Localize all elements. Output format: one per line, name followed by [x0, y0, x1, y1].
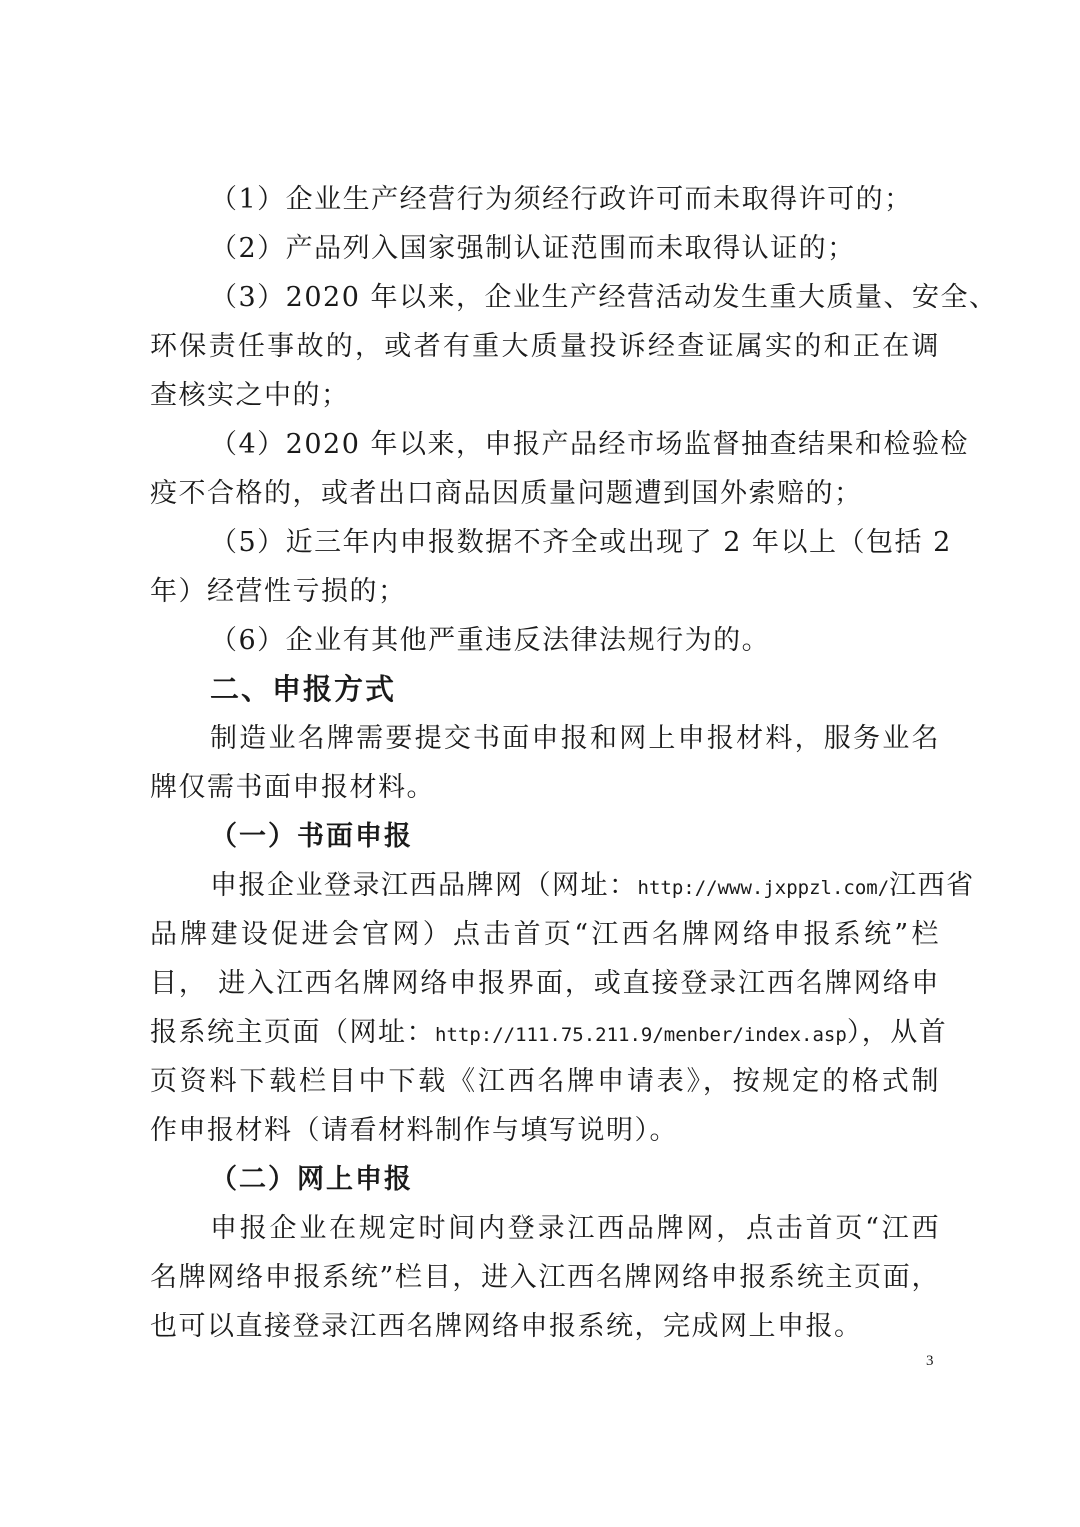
- written-line-4-text-a: 报系统主页面（网址：: [150, 1017, 435, 1048]
- online-line-3: 也可以直接登录江西名牌网络申报系统，完成网上申报。: [150, 1311, 863, 1342]
- system-url-link[interactable]: http://111.75.211.9/menber/index.asp: [435, 1024, 847, 1046]
- section-intro-line-2: 牌仅需书面申报材料。: [150, 772, 435, 803]
- condition-2: （2）产品列入国家强制认证范围而未取得认证的；: [210, 233, 856, 264]
- section-intro-line-1: 制造业名牌需要提交书面申报和网上申报材料，服务业名: [210, 723, 940, 754]
- condition-3-line-2: 环保责任事故的，或者有重大质量投诉经查证属实的和正在调: [150, 331, 940, 362]
- written-line-6: 作申报材料（请看材料制作与填写说明）。: [150, 1115, 678, 1146]
- written-line-1: [210, 869, 975, 903]
- condition-5-line-2: 年）经营性亏损的；: [150, 576, 407, 607]
- jxppzl-url-link[interactable]: http://www.jxppzl.com/: [637, 877, 890, 899]
- written-subheading: （一）书面申报: [210, 821, 413, 852]
- page-number: 3: [926, 1353, 934, 1369]
- condition-4-line-1: （4）2020 年以来，申报产品经市场监督抽查结果和检验检: [210, 429, 969, 460]
- condition-3-line-3: 查核实之中的；: [150, 380, 350, 411]
- section-heading: 二、申报方式: [210, 672, 397, 706]
- written-line-1-text-b: 江西省: [889, 870, 975, 901]
- condition-4-line-2: 疫不合格的，或者出口商品因质量问题遭到国外索赔的；: [150, 478, 863, 509]
- condition-3-line-1: （3）2020 年以来，企业生产经营活动发生重大质量、安全、: [210, 282, 998, 313]
- online-line-1: 申报企业在规定时间内登录江西品牌网，点击首页“江西: [210, 1213, 940, 1244]
- written-line-4-text-b: ），从首: [846, 1017, 948, 1048]
- written-line-2: 品牌建设促进会官网）点击首页“江西名牌网络申报系统”栏: [150, 919, 940, 950]
- written-line-1-text-a: 申报企业登录江西品牌网（网址：: [210, 870, 638, 901]
- online-subheading: （二）网上申报: [210, 1164, 413, 1195]
- condition-1: （1）企业生产经营行为须经行政许可而未取得许可的；: [210, 184, 913, 215]
- written-line-5: 页资料下载栏目中下载《江西名牌申请表》，按规定的格式制: [150, 1066, 940, 1097]
- condition-6: （6）企业有其他严重违反法律法规行为的。: [210, 625, 771, 656]
- written-line-3: 目， 进入江西名牌网络申报界面，或直接登录江西名牌网络申: [150, 968, 940, 999]
- condition-5-line-1: （5）近三年内申报数据不齐全或出现了 2 年以上（包括 2: [210, 527, 952, 558]
- written-line-4: [150, 1016, 948, 1050]
- online-line-2: 名牌网络申报系统”栏目，进入江西名牌网络申报系统主页面，: [150, 1262, 940, 1293]
